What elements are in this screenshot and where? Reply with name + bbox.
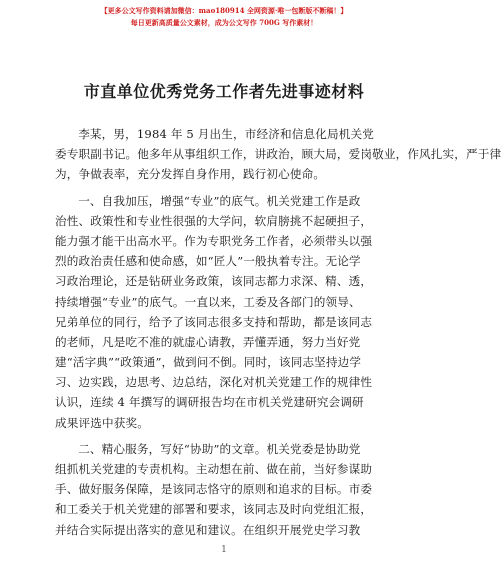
paragraph-intro	[55, 124, 501, 185]
text-line: 治性、政策性和专业性很强的大学问，软肩膀挑不起硬担子，	[55, 213, 373, 228]
text-line: 和工委关于机关党建的部署和要求，该同志及时向党组汇报，	[55, 502, 373, 517]
text-line: 烈的政治责任感和使命感，如“匠人”一般执着专注。无论学	[55, 254, 361, 269]
text-line: 手、做好服务保障，是该同志恪守的原则和追求的目标。市委	[55, 482, 373, 497]
text-line: 并结合实际提出落实的意见和建议。在组织开展党史学习教	[55, 522, 361, 537]
text-line: 为，争做表率，充分发挥自身作用，践行初心使命。	[55, 167, 326, 182]
text-line: 委专职副书记。他多年从事组织工作，讲政治，顾大局，爱岗敬业，作风扎实，严于律	[55, 147, 501, 162]
text-line: 的老师，凡是吃不准的就虚心请教，弄懂弄通，努力当好党	[55, 334, 361, 349]
document-title: 市直单位优秀党务工作者先进事迹材料	[83, 82, 365, 101]
text-line: 组抓机关党建的专责机构。主动想在前、做在前，当好参谋助	[55, 462, 373, 476]
text-line: 建“活字典”“政策通”，做到问不倒。同时，该同志坚持边学	[55, 355, 362, 370]
paragraph-section-1	[55, 191, 395, 433]
text-line: 兄弟单位的同行，给予了该同志很多支持和帮助，都是该同志	[55, 314, 373, 329]
page-number: 1	[221, 545, 227, 555]
text-line: 认识，连续 4 年撰写的调研报告均在市机关党建研究会调研	[55, 395, 364, 410]
text-line: 习政治理论，还是钻研业务政策，该同志都力求深、精、透，	[55, 274, 373, 289]
document-body	[55, 124, 501, 540]
promo-banner-line-2: 每日更新高质量公文素材，成为公文写作 700G 写作素材！	[130, 18, 318, 27]
text-line: 二、精心服务，写好“协助”的文章。机关党委是协助党	[78, 441, 361, 456]
text-line: 持续增强“专业”的底气。一直以来，工委及各部门的领导、	[55, 294, 361, 309]
text-line: 李某，男，1984 年 5 月出生，市经济和信息化局机关党	[78, 127, 374, 141]
text-line: 习、边实践，边思考、边总结，深化对机关党建工作的规律性	[55, 375, 373, 390]
paragraph-section-2	[55, 439, 395, 540]
text-line: 一、自我加压，增强“专业”的底气。机关党建工作是政	[78, 193, 361, 208]
text-line: 能力强才能干出高水平。作为专职党务工作者，必须带头以强	[55, 233, 373, 248]
promo-banner-line-1: 【更多公文写作资料请加微信：mao180914 全网资源·唯一包断版不断稿！】	[100, 6, 348, 15]
text-line: 成果评选中获奖。	[55, 415, 149, 430]
